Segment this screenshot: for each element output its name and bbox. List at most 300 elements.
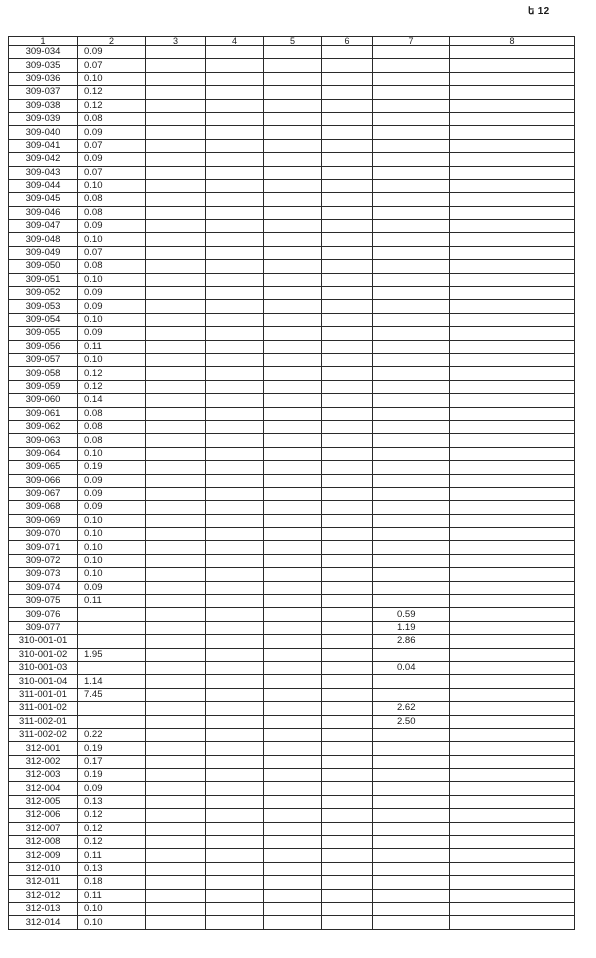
empty-cell [264,769,322,782]
empty-cell [146,648,206,661]
table-row [9,849,575,862]
empty-cell [322,487,373,500]
empty-cell [206,59,264,72]
empty-cell [206,688,264,701]
empty-cell [322,353,373,366]
col7-value-cell [373,394,450,407]
empty-cell [146,795,206,808]
empty-cell [450,608,575,621]
empty-cell [206,514,264,527]
table-row [9,139,575,152]
col2-value-cell: 0.09 [78,287,146,300]
col2-value-cell: 0.09 [78,581,146,594]
col2-value-cell: 0.12 [78,99,146,112]
empty-cell [264,608,322,621]
empty-cell [146,327,206,340]
empty-cell [322,474,373,487]
empty-cell [450,447,575,460]
table-row [9,675,575,688]
empty-cell [450,514,575,527]
empty-cell [450,595,575,608]
empty-cell [146,595,206,608]
empty-cell [146,849,206,862]
empty-cell [206,889,264,902]
empty-cell [206,206,264,219]
row-code-cell: 312-006 [9,809,78,822]
empty-cell [206,86,264,99]
table-row [9,474,575,487]
row-code-cell: 309-066 [9,474,78,487]
empty-cell [264,889,322,902]
row-code-cell: 309-076 [9,608,78,621]
row-code-cell: 309-064 [9,447,78,460]
empty-cell [264,849,322,862]
empty-cell [206,809,264,822]
col7-value-cell [373,755,450,768]
empty-cell [146,487,206,500]
row-code-cell: 310-001-01 [9,635,78,648]
empty-cell [450,394,575,407]
empty-cell [322,715,373,728]
col2-value-cell: 0.11 [78,889,146,902]
empty-cell [264,514,322,527]
empty-cell [206,595,264,608]
col7-value-cell [373,407,450,420]
table-row [9,126,575,139]
empty-cell [146,661,206,674]
empty-cell [264,206,322,219]
empty-cell [450,233,575,246]
col2-value-cell: 0.10 [78,514,146,527]
row-code-cell: 309-069 [9,514,78,527]
row-code-cell: 309-074 [9,581,78,594]
empty-cell [146,822,206,835]
empty-cell [450,246,575,259]
empty-cell [450,434,575,447]
empty-cell [206,501,264,514]
col2-value-cell: 0.09 [78,153,146,166]
col2-value-cell: 0.10 [78,554,146,567]
empty-cell [146,407,206,420]
empty-cell [146,179,206,192]
empty-cell [146,206,206,219]
empty-cell [206,126,264,139]
col2-value-cell: 0.19 [78,461,146,474]
row-code-cell: 309-046 [9,206,78,219]
empty-cell [146,715,206,728]
col2-value-cell: 0.09 [78,474,146,487]
empty-cell [322,461,373,474]
empty-cell [146,246,206,259]
empty-cell [264,541,322,554]
empty-cell [146,287,206,300]
table-row [9,340,575,353]
empty-cell [146,876,206,889]
empty-cell [264,353,322,366]
column-header: 8 [450,37,575,46]
empty-cell [450,126,575,139]
col2-value-cell [78,715,146,728]
empty-cell [322,782,373,795]
table-row [9,568,575,581]
empty-cell [264,340,322,353]
col2-value-cell: 0.13 [78,862,146,875]
empty-cell [450,461,575,474]
empty-cell [146,809,206,822]
empty-cell [450,380,575,393]
empty-cell [146,621,206,634]
col2-value-cell: 0.08 [78,434,146,447]
empty-cell [264,380,322,393]
col7-value-cell [373,862,450,875]
empty-cell [146,755,206,768]
empty-cell [146,220,206,233]
empty-cell [450,862,575,875]
col2-value-cell: 0.10 [78,541,146,554]
col7-value-cell [373,46,450,59]
col2-value-cell: 0.07 [78,246,146,259]
col2-value-cell: 0.22 [78,728,146,741]
empty-cell [146,916,206,929]
row-code-cell: 311-001-02 [9,702,78,715]
col7-value-cell [373,166,450,179]
empty-cell [264,313,322,326]
col7-value-cell [373,447,450,460]
row-code-cell: 309-057 [9,353,78,366]
table-row [9,434,575,447]
empty-cell [206,661,264,674]
col7-value-cell [373,675,450,688]
empty-cell [322,126,373,139]
empty-cell [206,380,264,393]
empty-cell [322,916,373,929]
column-header: 5 [264,37,322,46]
empty-cell [206,420,264,433]
col7-value-cell [373,59,450,72]
empty-cell [322,112,373,125]
col7-value-cell [373,246,450,259]
table-row [9,809,575,822]
empty-cell [264,166,322,179]
empty-cell [322,688,373,701]
table-row [9,688,575,701]
table-row [9,635,575,648]
empty-cell [450,661,575,674]
col7-value-cell: 0.59 [373,608,450,621]
empty-cell [264,568,322,581]
empty-cell [264,179,322,192]
column-header: 6 [322,37,373,46]
row-code-cell: 312-002 [9,755,78,768]
empty-cell [450,340,575,353]
empty-cell [450,46,575,59]
empty-cell [206,769,264,782]
row-code-cell: 309-055 [9,327,78,340]
empty-cell [146,501,206,514]
row-code-cell: 309-052 [9,287,78,300]
empty-cell [450,206,575,219]
col2-value-cell: 0.12 [78,809,146,822]
col7-value-cell: 0.04 [373,661,450,674]
column-header: 4 [206,37,264,46]
col2-value-cell: 0.19 [78,769,146,782]
empty-cell [450,327,575,340]
col2-value-cell: 0.13 [78,795,146,808]
col7-value-cell [373,809,450,822]
row-code-cell: 309-039 [9,112,78,125]
empty-cell [264,675,322,688]
empty-cell [450,822,575,835]
empty-cell [146,554,206,567]
row-code-cell: 312-005 [9,795,78,808]
col2-value-cell: 0.17 [78,755,146,768]
empty-cell [322,86,373,99]
table-row [9,193,575,206]
empty-cell [206,581,264,594]
empty-cell [322,139,373,152]
empty-cell [206,648,264,661]
empty-cell [146,447,206,460]
col7-value-cell [373,193,450,206]
table-row [9,394,575,407]
row-code-cell: 310-001-04 [9,675,78,688]
empty-cell [146,862,206,875]
table-row [9,514,575,527]
col7-value-cell [373,340,450,353]
col7-value-cell [373,903,450,916]
empty-cell [264,420,322,433]
empty-cell [450,916,575,929]
empty-cell [264,782,322,795]
row-code-cell: 309-056 [9,340,78,353]
table-row [9,836,575,849]
empty-cell [322,661,373,674]
col2-value-cell: 0.09 [78,300,146,313]
col2-value-cell [78,702,146,715]
row-code-cell: 309-068 [9,501,78,514]
col7-value-cell [373,514,450,527]
table-row [9,487,575,500]
table-row [9,86,575,99]
table-row [9,273,575,286]
empty-cell [322,621,373,634]
column-header: 7 [373,37,450,46]
empty-cell [322,260,373,273]
empty-cell [206,474,264,487]
row-code-cell: 309-041 [9,139,78,152]
table-row [9,380,575,393]
empty-cell [450,407,575,420]
col7-value-cell [373,648,450,661]
empty-cell [322,287,373,300]
empty-cell [450,769,575,782]
table-row [9,581,575,594]
col2-value-cell: 0.08 [78,193,146,206]
empty-cell [146,394,206,407]
col7-value-cell [373,72,450,85]
empty-cell [146,86,206,99]
empty-cell [264,876,322,889]
empty-cell [264,394,322,407]
row-code-cell: 309-063 [9,434,78,447]
empty-cell [206,554,264,567]
row-code-cell: 309-051 [9,273,78,286]
col2-value-cell: 0.10 [78,353,146,366]
empty-cell [322,608,373,621]
empty-cell [450,648,575,661]
empty-cell [450,59,575,72]
empty-cell [264,755,322,768]
empty-cell [206,903,264,916]
col7-value-cell [373,474,450,487]
empty-cell [450,273,575,286]
empty-cell [450,635,575,648]
table-row [9,769,575,782]
col2-value-cell: 0.11 [78,340,146,353]
empty-cell [450,474,575,487]
row-code-cell: 309-061 [9,407,78,420]
row-code-cell: 309-067 [9,487,78,500]
empty-cell [264,903,322,916]
empty-cell [450,220,575,233]
empty-cell [206,635,264,648]
empty-cell [206,487,264,500]
col7-value-cell [373,728,450,741]
col2-value-cell: 0.10 [78,179,146,192]
empty-cell [146,675,206,688]
empty-cell [264,139,322,152]
col7-value-cell [373,287,450,300]
col2-value-cell: 0.08 [78,112,146,125]
empty-cell [322,809,373,822]
column-header: 2 [78,37,146,46]
table-row [9,528,575,541]
empty-cell [146,313,206,326]
empty-cell [146,99,206,112]
row-code-cell: 309-037 [9,86,78,99]
col7-value-cell [373,139,450,152]
empty-cell [264,648,322,661]
page-label: ե 12 [528,6,550,17]
table-row [9,313,575,326]
empty-cell [450,795,575,808]
empty-cell [450,487,575,500]
empty-cell [322,541,373,554]
empty-cell [146,702,206,715]
row-code-cell: 309-047 [9,220,78,233]
table-row [9,648,575,661]
empty-cell [450,715,575,728]
row-code-cell: 312-012 [9,889,78,902]
empty-cell [264,407,322,420]
empty-cell [322,340,373,353]
col7-value-cell: 2.86 [373,635,450,648]
empty-cell [206,367,264,380]
row-code-cell: 312-007 [9,822,78,835]
empty-cell [322,903,373,916]
row-code-cell: 309-065 [9,461,78,474]
row-code-cell: 309-036 [9,72,78,85]
col7-value-cell [373,179,450,192]
empty-cell [146,420,206,433]
col2-value-cell: 0.18 [78,876,146,889]
empty-cell [146,340,206,353]
row-code-cell: 309-048 [9,233,78,246]
empty-cell [322,273,373,286]
row-code-cell: 309-062 [9,420,78,433]
empty-cell [450,568,575,581]
empty-cell [322,849,373,862]
empty-cell [450,287,575,300]
table-row [9,621,575,634]
col2-value-cell: 0.10 [78,233,146,246]
col2-value-cell [78,661,146,674]
empty-cell [450,876,575,889]
row-code-cell: 309-040 [9,126,78,139]
col2-value-cell: 1.14 [78,675,146,688]
empty-cell [206,447,264,460]
empty-cell [322,822,373,835]
col7-value-cell [373,260,450,273]
col2-value-cell: 0.08 [78,260,146,273]
empty-cell [322,635,373,648]
row-code-cell: 312-014 [9,916,78,929]
col7-value-cell [373,86,450,99]
empty-cell [206,287,264,300]
empty-cell [264,728,322,741]
row-code-cell: 312-011 [9,876,78,889]
col7-value-cell [373,849,450,862]
empty-cell [206,220,264,233]
empty-cell [206,327,264,340]
table-row [9,353,575,366]
empty-cell [146,273,206,286]
empty-cell [450,72,575,85]
col7-value-cell [373,795,450,808]
empty-cell [450,179,575,192]
row-code-cell: 310-001-02 [9,648,78,661]
table-row [9,782,575,795]
col2-value-cell: 0.10 [78,568,146,581]
empty-cell [206,528,264,541]
empty-cell [322,755,373,768]
col2-value-cell [78,608,146,621]
empty-cell [206,246,264,259]
empty-cell [264,635,322,648]
row-code-cell: 309-042 [9,153,78,166]
table-row [9,661,575,674]
row-code-cell: 309-073 [9,568,78,581]
col2-value-cell: 0.11 [78,849,146,862]
col2-value-cell: 0.09 [78,46,146,59]
col7-value-cell [373,836,450,849]
empty-cell [450,889,575,902]
empty-cell [206,72,264,85]
empty-cell [264,809,322,822]
col7-value-cell [373,367,450,380]
empty-cell [146,635,206,648]
empty-cell [146,608,206,621]
col2-value-cell: 0.11 [78,595,146,608]
empty-cell [264,233,322,246]
col2-value-cell: 0.10 [78,447,146,460]
empty-cell [450,313,575,326]
col7-value-cell [373,380,450,393]
col2-value-cell: 0.10 [78,916,146,929]
empty-cell [206,300,264,313]
table-row [9,287,575,300]
col2-value-cell: 0.07 [78,59,146,72]
